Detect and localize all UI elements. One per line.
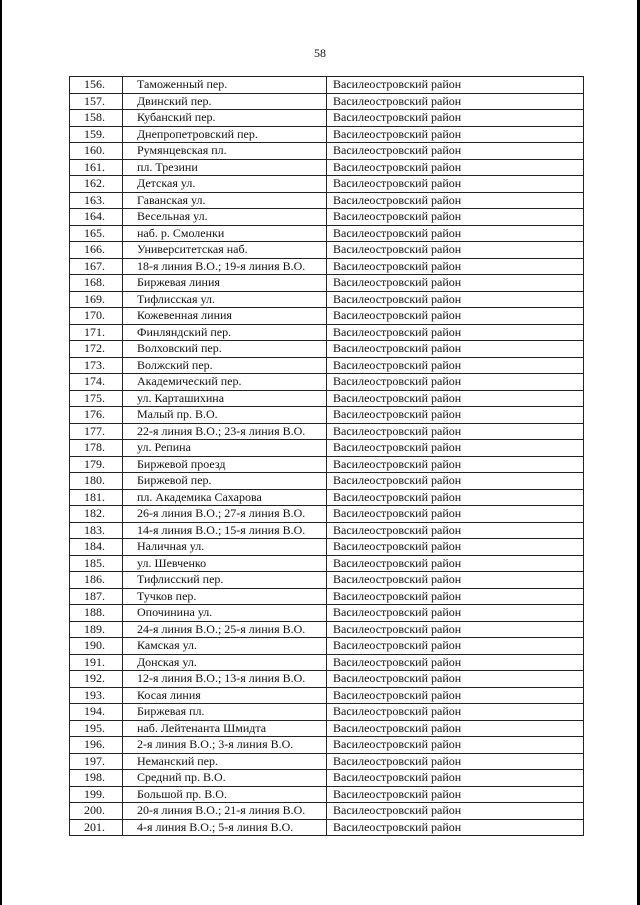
row-number: 162.	[70, 176, 123, 193]
row-number: 197.	[70, 753, 123, 770]
table-row	[70, 126, 584, 143]
table-row	[70, 605, 584, 622]
street-name: Весельная ул.	[123, 209, 327, 226]
table-row	[70, 93, 584, 110]
street-name: Косая линия	[123, 687, 327, 704]
street-name: 26-я линия В.О.; 27-я линия В.О.	[123, 506, 327, 523]
row-number: 172.	[70, 341, 123, 358]
street-name: 14-я линия В.О.; 15-я линия В.О.	[123, 522, 327, 539]
row-number: 160.	[70, 143, 123, 160]
district-name: Василеостровский район	[327, 621, 584, 638]
row-number: 196.	[70, 737, 123, 754]
row-number: 161.	[70, 159, 123, 176]
row-number: 181.	[70, 489, 123, 506]
street-name: наб. Лейтенанта Шмидта	[123, 720, 327, 737]
table-row	[70, 209, 584, 226]
table-row	[70, 704, 584, 721]
street-name: Донская ул.	[123, 654, 327, 671]
street-name: Кубанский пер.	[123, 110, 327, 127]
street-name: Университетская наб.	[123, 242, 327, 259]
table-row	[70, 407, 584, 424]
row-number: 200.	[70, 803, 123, 820]
row-number: 198.	[70, 770, 123, 787]
page-number: 58	[314, 46, 326, 60]
district-name: Василеостровский район	[327, 77, 584, 94]
street-name: Тифлисская ул.	[123, 291, 327, 308]
street-name: Двинский пер.	[123, 93, 327, 110]
street-name: ул. Шевченко	[123, 555, 327, 572]
table-row	[70, 324, 584, 341]
district-name: Василеостровский район	[327, 126, 584, 143]
table-row	[70, 423, 584, 440]
row-number: 170.	[70, 308, 123, 325]
district-name: Василеостровский район	[327, 159, 584, 176]
district-name: Василеостровский район	[327, 324, 584, 341]
table-row	[70, 819, 584, 836]
street-name: 12-я линия В.О.; 13-я линия В.О.	[123, 671, 327, 688]
district-name: Василеостровский район	[327, 588, 584, 605]
row-number: 193.	[70, 687, 123, 704]
row-number: 157.	[70, 93, 123, 110]
district-name: Василеостровский район	[327, 671, 584, 688]
row-number: 164.	[70, 209, 123, 226]
street-name: Таможенный пер.	[123, 77, 327, 94]
district-name: Василеостровский район	[327, 638, 584, 655]
row-number: 165.	[70, 225, 123, 242]
page-edge-left	[0, 0, 2, 905]
table-row	[70, 308, 584, 325]
district-name: Василеостровский район	[327, 275, 584, 292]
table-row	[70, 473, 584, 490]
row-number: 166.	[70, 242, 123, 259]
table-row	[70, 555, 584, 572]
district-name: Василеостровский район	[327, 687, 584, 704]
street-name: Тифлисский пер.	[123, 572, 327, 589]
row-number: 171.	[70, 324, 123, 341]
street-name: наб. р. Смоленки	[123, 225, 327, 242]
street-name: 4-я линия В.О.; 5-я линия В.О.	[123, 819, 327, 836]
row-number: 182.	[70, 506, 123, 523]
district-name: Василеостровский район	[327, 242, 584, 259]
district-name: Василеостровский район	[327, 423, 584, 440]
row-number: 190.	[70, 638, 123, 655]
table-row	[70, 456, 584, 473]
row-number: 199.	[70, 786, 123, 803]
street-name: Румянцевская пл.	[123, 143, 327, 160]
table-row	[70, 489, 584, 506]
row-number: 174.	[70, 374, 123, 391]
district-name: Василеостровский район	[327, 258, 584, 275]
row-number: 188.	[70, 605, 123, 622]
row-number: 201.	[70, 819, 123, 836]
table-row	[70, 737, 584, 754]
row-number: 159.	[70, 126, 123, 143]
district-name: Василеостровский район	[327, 539, 584, 556]
district-name: Василеостровский район	[327, 786, 584, 803]
street-name: Биржевой проезд	[123, 456, 327, 473]
district-name: Василеостровский район	[327, 407, 584, 424]
table-row	[70, 110, 584, 127]
district-name: Василеостровский район	[327, 176, 584, 193]
table-row	[70, 786, 584, 803]
table-row	[70, 687, 584, 704]
row-number: 158.	[70, 110, 123, 127]
street-name: 20-я линия В.О.; 21-я линия В.О.	[123, 803, 327, 820]
row-number: 195.	[70, 720, 123, 737]
district-name: Василеостровский район	[327, 704, 584, 721]
table-row	[70, 242, 584, 259]
street-name: Волховский пер.	[123, 341, 327, 358]
street-name: Биржевая линия	[123, 275, 327, 292]
district-name: Василеостровский район	[327, 110, 584, 127]
district-name: Василеостровский район	[327, 770, 584, 787]
street-name: 22-я линия В.О.; 23-я линия В.О.	[123, 423, 327, 440]
district-name: Василеостровский район	[327, 489, 584, 506]
row-number: 184.	[70, 539, 123, 556]
table-row	[70, 77, 584, 94]
row-number: 178.	[70, 440, 123, 457]
table-row	[70, 291, 584, 308]
district-name: Василеостровский район	[327, 93, 584, 110]
table-row	[70, 192, 584, 209]
table-row	[70, 621, 584, 638]
district-name: Василеостровский район	[327, 654, 584, 671]
table-row	[70, 440, 584, 457]
street-name: пл. Трезини	[123, 159, 327, 176]
district-name: Василеостровский район	[327, 357, 584, 374]
street-name: Средний пр. В.О.	[123, 770, 327, 787]
street-name: Биржевая пл.	[123, 704, 327, 721]
district-name: Василеостровский район	[327, 506, 584, 523]
table-row	[70, 671, 584, 688]
row-number: 169.	[70, 291, 123, 308]
row-number: 163.	[70, 192, 123, 209]
street-name: пл. Академика Сахарова	[123, 489, 327, 506]
district-name: Василеостровский район	[327, 374, 584, 391]
street-name: Камская ул.	[123, 638, 327, 655]
district-name: Василеостровский район	[327, 720, 584, 737]
district-name: Василеостровский район	[327, 209, 584, 226]
row-number: 177.	[70, 423, 123, 440]
table-row	[70, 341, 584, 358]
table-row	[70, 770, 584, 787]
street-name: 24-я линия В.О.; 25-я линия В.О.	[123, 621, 327, 638]
table-row	[70, 506, 584, 523]
district-name: Василеостровский район	[327, 572, 584, 589]
street-name: Большой пр. В.О.	[123, 786, 327, 803]
table-row	[70, 258, 584, 275]
street-name: Финляндский пер.	[123, 324, 327, 341]
street-name: 18-я линия В.О.; 19-я линия В.О.	[123, 258, 327, 275]
row-number: 173.	[70, 357, 123, 374]
table-row	[70, 638, 584, 655]
district-name: Василеостровский район	[327, 555, 584, 572]
table-row	[70, 654, 584, 671]
district-name: Василеостровский район	[327, 819, 584, 836]
street-name: 2-я линия В.О.; 3-я линия В.О.	[123, 737, 327, 754]
street-name: Малый пр. В.О.	[123, 407, 327, 424]
table-row	[70, 803, 584, 820]
district-name: Василеостровский район	[327, 737, 584, 754]
table-row	[70, 539, 584, 556]
district-name: Василеостровский район	[327, 803, 584, 820]
table-row	[70, 390, 584, 407]
table-row	[70, 357, 584, 374]
row-number: 167.	[70, 258, 123, 275]
row-number: 168.	[70, 275, 123, 292]
table-row	[70, 275, 584, 292]
district-name: Василеостровский район	[327, 605, 584, 622]
table-row	[70, 143, 584, 160]
table-row	[70, 588, 584, 605]
street-name: ул. Репина	[123, 440, 327, 457]
district-name: Василеостровский район	[327, 390, 584, 407]
table-row	[70, 720, 584, 737]
street-name: Академический пер.	[123, 374, 327, 391]
district-name: Василеостровский район	[327, 192, 584, 209]
row-number: 189.	[70, 621, 123, 638]
row-number: 192.	[70, 671, 123, 688]
row-number: 156.	[70, 77, 123, 94]
district-name: Василеостровский район	[327, 440, 584, 457]
street-name: Неманский пер.	[123, 753, 327, 770]
table-row	[70, 159, 584, 176]
district-name: Василеостровский район	[327, 753, 584, 770]
table-row	[70, 225, 584, 242]
table-body	[70, 77, 584, 836]
row-number: 186.	[70, 572, 123, 589]
district-name: Василеостровский район	[327, 143, 584, 160]
row-number: 176.	[70, 407, 123, 424]
row-number: 183.	[70, 522, 123, 539]
table-row	[70, 176, 584, 193]
row-number: 191.	[70, 654, 123, 671]
district-name: Василеостровский район	[327, 341, 584, 358]
table-row	[70, 374, 584, 391]
district-name: Василеостровский район	[327, 225, 584, 242]
row-number: 194.	[70, 704, 123, 721]
row-number: 187.	[70, 588, 123, 605]
street-district-table	[69, 76, 584, 836]
street-name: Опочинина ул.	[123, 605, 327, 622]
table-row	[70, 522, 584, 539]
street-name: Тучков пер.	[123, 588, 327, 605]
street-name: Волжский пер.	[123, 357, 327, 374]
district-name: Василеостровский район	[327, 522, 584, 539]
street-name: ул. Карташихина	[123, 390, 327, 407]
table-row	[70, 572, 584, 589]
row-number: 175.	[70, 390, 123, 407]
street-name: Детская ул.	[123, 176, 327, 193]
street-name: Гаванская ул.	[123, 192, 327, 209]
street-name: Биржевой пер.	[123, 473, 327, 490]
district-name: Василеостровский район	[327, 308, 584, 325]
district-name: Василеостровский район	[327, 291, 584, 308]
district-name: Василеостровский район	[327, 473, 584, 490]
row-number: 185.	[70, 555, 123, 572]
district-name: Василеостровский район	[327, 456, 584, 473]
street-name: Днепропетровский пер.	[123, 126, 327, 143]
street-name: Кожевенная линия	[123, 308, 327, 325]
street-name: Наличная ул.	[123, 539, 327, 556]
row-number: 180.	[70, 473, 123, 490]
row-number: 179.	[70, 456, 123, 473]
table-row	[70, 753, 584, 770]
